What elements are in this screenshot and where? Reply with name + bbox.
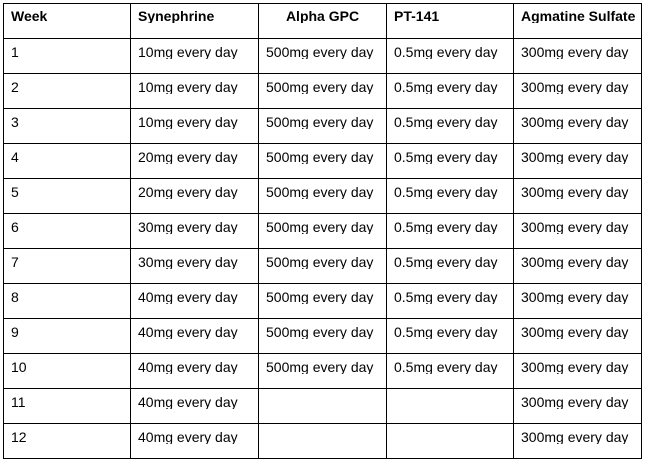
cell-week [4, 109, 131, 144]
cell-alpha-gpc [259, 249, 387, 284]
cell-synephrine [131, 144, 259, 179]
cell-agmatine-sulfate-value: 300mg every day [521, 254, 629, 269]
cell-pt-141-value: 0.5mg every day [394, 79, 498, 94]
cell-week [4, 39, 131, 74]
cell-pt-141 [387, 424, 514, 459]
header-pt-141-label: PT-141 [394, 8, 440, 23]
cell-pt-141 [387, 74, 514, 109]
cell-week [4, 284, 131, 319]
cell-week-value: 5 [11, 184, 19, 199]
cell-pt-141-value: 0.5mg every day [394, 254, 498, 269]
cell-week [4, 249, 131, 284]
cell-alpha-gpc-value [259, 389, 386, 395]
cell-synephrine-value: 10mg every day [138, 114, 238, 129]
cell-alpha-gpc [259, 39, 387, 74]
cell-agmatine-sulfate [514, 109, 642, 144]
cell-agmatine-sulfate-value: 300mg every day [521, 44, 629, 59]
cell-agmatine-sulfate-value: 300mg every day [521, 149, 629, 164]
cell-synephrine-value: 40mg every day [138, 324, 238, 339]
cell-synephrine-value: 10mg every day [138, 79, 238, 94]
cell-synephrine-value: 40mg every day [138, 359, 238, 374]
cell-synephrine [131, 319, 259, 354]
cell-agmatine-sulfate-value: 300mg every day [521, 79, 629, 94]
cell-synephrine-value: 40mg every day [138, 429, 238, 444]
cell-agmatine-sulfate-value: 300mg every day [521, 324, 629, 339]
table-row [4, 109, 642, 144]
header-pt-141 [387, 4, 514, 39]
cell-pt-141 [387, 144, 514, 179]
header-week-label: Week [11, 8, 48, 23]
cell-synephrine [131, 109, 259, 144]
cell-agmatine-sulfate-value: 300mg every day [521, 219, 629, 234]
cell-week [4, 424, 131, 459]
cell-alpha-gpc [259, 214, 387, 249]
cell-alpha-gpc-value: 500mg every day [266, 114, 374, 129]
cell-synephrine-value: 30mg every day [138, 219, 238, 234]
header-alpha-gpc [259, 4, 387, 39]
cell-synephrine [131, 284, 259, 319]
cell-synephrine-value: 40mg every day [138, 394, 238, 409]
cell-alpha-gpc-value [259, 424, 386, 430]
cell-pt-141 [387, 179, 514, 214]
cell-alpha-gpc [259, 284, 387, 319]
cell-synephrine [131, 424, 259, 459]
cell-alpha-gpc-value: 500mg every day [266, 79, 374, 94]
cell-agmatine-sulfate [514, 214, 642, 249]
header-agmatine-sulfate-label: Agmatine Sulfate [521, 8, 636, 23]
cell-synephrine-value: 20mg every day [138, 149, 238, 164]
cell-alpha-gpc-value: 500mg every day [266, 289, 374, 304]
cell-synephrine [131, 389, 259, 424]
cell-agmatine-sulfate [514, 319, 642, 354]
cell-pt-141 [387, 109, 514, 144]
table-row [4, 74, 642, 109]
cell-alpha-gpc-value: 500mg every day [266, 184, 374, 199]
cell-alpha-gpc [259, 179, 387, 214]
cell-agmatine-sulfate-value: 300mg every day [521, 359, 629, 374]
cell-pt-141 [387, 284, 514, 319]
cell-synephrine-value: 40mg every day [138, 289, 238, 304]
table-row [4, 319, 642, 354]
table-row [4, 179, 642, 214]
cell-agmatine-sulfate [514, 179, 642, 214]
cell-agmatine-sulfate-value: 300mg every day [521, 289, 629, 304]
table-header-row [4, 4, 642, 39]
cell-pt-141 [387, 214, 514, 249]
cell-pt-141-value: 0.5mg every day [394, 289, 498, 304]
cell-week-value: 4 [11, 149, 19, 164]
cell-synephrine [131, 179, 259, 214]
cell-week-value: 7 [11, 254, 19, 269]
cell-synephrine [131, 214, 259, 249]
header-synephrine [131, 4, 259, 39]
cell-week [4, 214, 131, 249]
cell-pt-141 [387, 319, 514, 354]
cell-agmatine-sulfate [514, 389, 642, 424]
cell-week-value: 8 [11, 289, 19, 304]
cell-alpha-gpc [259, 74, 387, 109]
cell-week [4, 389, 131, 424]
cell-pt-141 [387, 389, 514, 424]
cell-pt-141-value: 0.5mg every day [394, 219, 498, 234]
table-row [4, 144, 642, 179]
cell-week-value: 1 [11, 44, 19, 59]
cell-week-value: 3 [11, 114, 19, 129]
cell-alpha-gpc-value: 500mg every day [266, 359, 374, 374]
cell-agmatine-sulfate [514, 284, 642, 319]
cell-pt-141-value [387, 389, 513, 395]
cell-week [4, 354, 131, 389]
cell-alpha-gpc-value: 500mg every day [266, 324, 374, 339]
cell-pt-141 [387, 39, 514, 74]
cell-pt-141-value: 0.5mg every day [394, 184, 498, 199]
table-row [4, 424, 642, 459]
cell-week-value: 2 [11, 79, 19, 94]
table-row [4, 39, 642, 74]
header-week [4, 4, 131, 39]
cell-synephrine [131, 354, 259, 389]
cell-synephrine-value: 30mg every day [138, 254, 238, 269]
cell-agmatine-sulfate-value: 300mg every day [521, 184, 629, 199]
cell-pt-141-value: 0.5mg every day [394, 359, 498, 374]
cell-alpha-gpc-value: 500mg every day [266, 219, 374, 234]
cell-week-value: 10 [11, 359, 27, 374]
cell-pt-141-value: 0.5mg every day [394, 114, 498, 129]
table-row [4, 354, 642, 389]
cell-agmatine-sulfate [514, 249, 642, 284]
cell-synephrine [131, 74, 259, 109]
cell-week-value: 6 [11, 219, 19, 234]
cell-alpha-gpc [259, 109, 387, 144]
cell-pt-141 [387, 354, 514, 389]
cell-week-value: 9 [11, 324, 19, 339]
cell-pt-141 [387, 249, 514, 284]
cell-agmatine-sulfate [514, 74, 642, 109]
cell-alpha-gpc [259, 319, 387, 354]
header-agmatine-sulfate [514, 4, 642, 39]
cell-agmatine-sulfate-value: 300mg every day [521, 114, 629, 129]
cell-alpha-gpc [259, 424, 387, 459]
cell-agmatine-sulfate [514, 354, 642, 389]
cell-pt-141-value: 0.5mg every day [394, 324, 498, 339]
table-row [4, 214, 642, 249]
cell-agmatine-sulfate [514, 39, 642, 74]
cell-pt-141-value: 0.5mg every day [394, 44, 498, 59]
cell-pt-141-value: 0.5mg every day [394, 149, 498, 164]
cell-week-value: 12 [11, 429, 27, 444]
cell-agmatine-sulfate-value: 300mg every day [521, 429, 629, 444]
cell-agmatine-sulfate [514, 424, 642, 459]
header-alpha-gpc-label: Alpha GPC [285, 8, 360, 23]
header-synephrine-label: Synephrine [138, 8, 215, 23]
cell-agmatine-sulfate [514, 144, 642, 179]
table-row [4, 389, 642, 424]
cell-synephrine [131, 249, 259, 284]
cell-alpha-gpc-value: 500mg every day [266, 44, 374, 59]
cell-synephrine-value: 10mg every day [138, 44, 238, 59]
cell-alpha-gpc-value: 500mg every day [266, 254, 374, 269]
table-row [4, 249, 642, 284]
table-row [4, 284, 642, 319]
cell-agmatine-sulfate-value: 300mg every day [521, 394, 629, 409]
cell-week [4, 179, 131, 214]
cell-alpha-gpc [259, 354, 387, 389]
cell-alpha-gpc-value: 500mg every day [266, 149, 374, 164]
cell-week [4, 319, 131, 354]
cell-alpha-gpc [259, 389, 387, 424]
cell-week [4, 144, 131, 179]
cell-pt-141-value [387, 424, 513, 430]
cell-week-value: 11 [11, 394, 26, 409]
cell-synephrine [131, 39, 259, 74]
cell-alpha-gpc [259, 144, 387, 179]
cell-synephrine-value: 20mg every day [138, 184, 238, 199]
cell-week [4, 74, 131, 109]
dosage-table [3, 3, 642, 459]
